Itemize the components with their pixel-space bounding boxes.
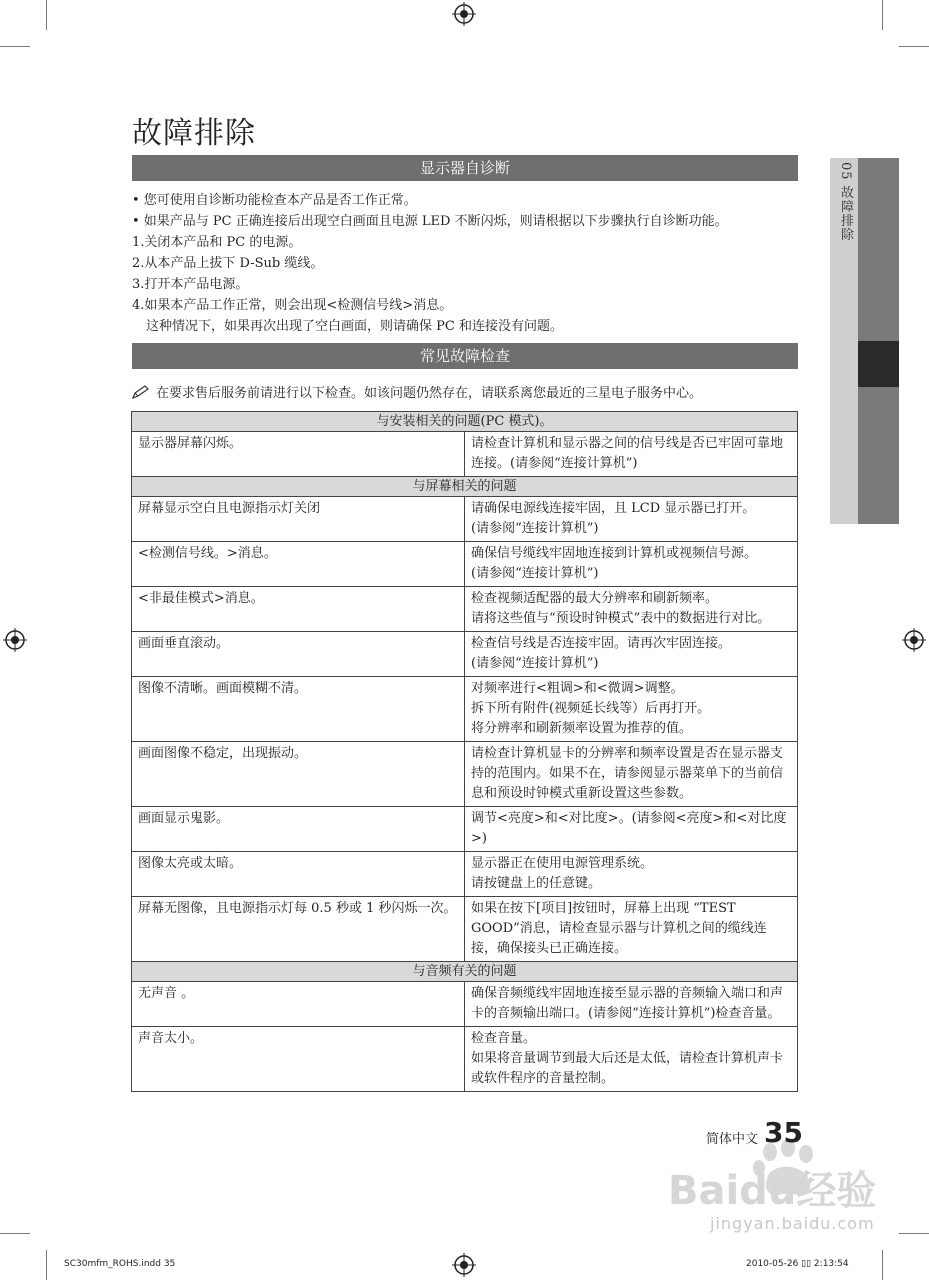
pencil-note-icon	[132, 385, 150, 403]
solution-cell: 调节<亮度>和<对比度>。(请参阅<亮度>和<对比度>)	[465, 807, 798, 852]
registration-mark-icon	[452, 1253, 476, 1277]
list-item: • 如果产品与 PC 正确连接后出现空白画面且电源 LED 不断闪烁，则请根据以下步骤执行自诊断功能。	[132, 214, 728, 229]
solution-cell	[465, 677, 798, 742]
solution-line: 检查视频适配器的最大分辨率和刷新频率。	[471, 591, 719, 606]
table-section-header	[132, 477, 798, 497]
solution-cell: 请检查计算机和显示器之间的信号线是否已牢固可靠地连接。(请参阅“连接计算机”)	[465, 432, 798, 477]
side-tab-marker	[858, 341, 899, 387]
table-row	[132, 497, 798, 542]
table-row	[132, 982, 798, 1027]
solution-line: 检查音量。	[471, 1031, 537, 1046]
page-title: 故障排除	[132, 116, 256, 151]
crop-mark	[882, 1250, 883, 1280]
problem-cell: 无声音 。	[132, 982, 465, 1027]
table-row	[132, 587, 798, 632]
self-diagnosis-list	[132, 190, 802, 337]
list-item: 4.如果本产品工作正常，则会出现<检测信号线>消息。	[132, 298, 453, 313]
solution-line: 确保信号缆线牢固地连接到计算机或视频信号源。	[471, 546, 758, 561]
solution-line: 请确保电源线连接牢固，且 LCD 显示器已打开。	[471, 501, 756, 516]
table-section-header	[132, 962, 798, 982]
solution-cell	[465, 587, 798, 632]
section-pc-mode: 与安装相关的问题(PC 模式)。	[132, 412, 798, 432]
print-slug-file: SC30mfm_ROHS.indd 35	[64, 1259, 176, 1269]
problem-cell: 画面图像不稳定，出现振动。	[132, 742, 465, 807]
problem-cell: 画面显示鬼影。	[132, 807, 465, 852]
solution-cell	[465, 497, 798, 542]
problem-cell: <检测信号线。>消息。	[132, 542, 465, 587]
section-audio: 与音频有关的问题	[132, 962, 798, 982]
watermark-logo-text: Baidu经验	[668, 1168, 877, 1214]
section-heading-common-checks: 常见故障检查	[132, 343, 798, 369]
solution-line: 请按键盘上的任意键。	[471, 876, 602, 891]
watermark-url: jingyan.baidu.com	[710, 1214, 875, 1233]
crop-mark	[46, 1250, 47, 1280]
chapter-side-tab	[830, 158, 899, 524]
crop-mark	[0, 1233, 30, 1234]
problem-cell: 画面垂直滚动。	[132, 632, 465, 677]
problem-cell: 图像不清晰。画面模糊不清。	[132, 677, 465, 742]
solution-cell	[465, 632, 798, 677]
solution-line: (请参阅“连接计算机”)	[471, 566, 599, 581]
solution-line: 将分辨率和刷新频率设置为推荐的值。	[471, 721, 693, 736]
solution-cell: 请检查计算机显卡的分辨率和频率设置是否在显示器支持的范围内。如果不在，请参阅显示器菜单下的当前信息和预设时钟模式重新设置这些参数。	[465, 742, 798, 807]
solution-line: 显示器正在使用电源管理系统。	[471, 856, 654, 871]
section-heading-self-diagnosis: 显示器自诊断	[132, 155, 798, 181]
solution-cell	[465, 852, 798, 897]
table-row	[132, 742, 798, 807]
solution-line: (请参阅“连接计算机”)	[471, 521, 599, 536]
solution-line: 对频率进行<粗调>和<微调>调整。	[471, 681, 684, 696]
solution-line: (请参阅“连接计算机”)	[471, 656, 599, 671]
crop-mark	[882, 0, 883, 30]
crop-mark	[899, 46, 929, 47]
solution-line: 拆下所有附件(视频延长线等）后再打开。	[471, 701, 711, 716]
problem-cell: <非最佳模式>消息。	[132, 587, 465, 632]
table-row	[132, 1027, 798, 1092]
registration-mark-icon	[3, 628, 27, 652]
problem-cell: 屏幕无图像，且电源指示灯每 0.5 秒或 1 秒闪烁一次。	[132, 897, 465, 962]
service-note	[132, 382, 802, 403]
list-item: • 您可使用自诊断功能检查本产品是否工作正常。	[132, 193, 417, 208]
footer-language: 简体中文	[706, 1132, 759, 1147]
table-section-header	[132, 412, 798, 432]
problem-cell: 图像太亮或太暗。	[132, 852, 465, 897]
table-row	[132, 852, 798, 897]
solution-cell	[465, 542, 798, 587]
table-row	[132, 897, 798, 962]
page-number: 35	[764, 1116, 803, 1149]
registration-mark-icon	[902, 628, 926, 652]
list-item: 3.打开本产品电源。	[132, 277, 249, 292]
crop-mark	[46, 0, 47, 30]
service-note-text: 在要求售后服务前请进行以下检查。如该问题仍然存在，请联系离您最近的三星电子服务中心。	[156, 386, 703, 401]
registration-mark-icon	[452, 2, 476, 26]
side-tab-label: 05 故障排除	[838, 162, 853, 242]
table-row	[132, 432, 798, 477]
table-row	[132, 632, 798, 677]
list-item: 1.关闭本产品和 PC 的电源。	[132, 235, 302, 250]
solution-cell	[465, 1027, 798, 1092]
problem-cell: 屏幕显示空白且电源指示灯关闭	[132, 497, 465, 542]
solution-cell: 确保音频缆线牢固地连接至显示器的音频输入端口和声卡的音频输出端口。(请参阅“连接计算机”)检查音量。	[465, 982, 798, 1027]
section-screen: 与屏幕相关的问题	[132, 477, 798, 497]
list-item: 这种情况下，如果再次出现了空白画面，则请确保 PC 和连接没有问题。	[146, 319, 563, 334]
table-row	[132, 807, 798, 852]
list-item: 2.从本产品上拔下 D-Sub 缆线。	[132, 256, 324, 271]
table-row	[132, 542, 798, 587]
solution-line: 检查信号线是否连接牢固。请再次牢固连接。	[471, 636, 732, 651]
print-slug-date: 2010-05-26 ▯▯ 2:13:54	[746, 1259, 849, 1269]
problem-cell: 显示器屏幕闪烁。	[132, 432, 465, 477]
solution-line: 如果将音量调节到最大后还是太低，请检查计算机声卡或软件程序的音量控制。	[471, 1051, 784, 1086]
solution-line: 请将这些值与“预设时钟模式”表中的数据进行对比。	[471, 611, 771, 626]
troubleshooting-table	[131, 411, 798, 1092]
solution-cell: 如果在按下[项目]按钮时，屏幕上出现 “TEST GOOD”消息，请检查显示器与计算机之间的缆线连接，确保接头已正确连接。	[465, 897, 798, 962]
problem-cell: 声音太小。	[132, 1027, 465, 1092]
table-row	[132, 677, 798, 742]
crop-mark	[0, 46, 30, 47]
